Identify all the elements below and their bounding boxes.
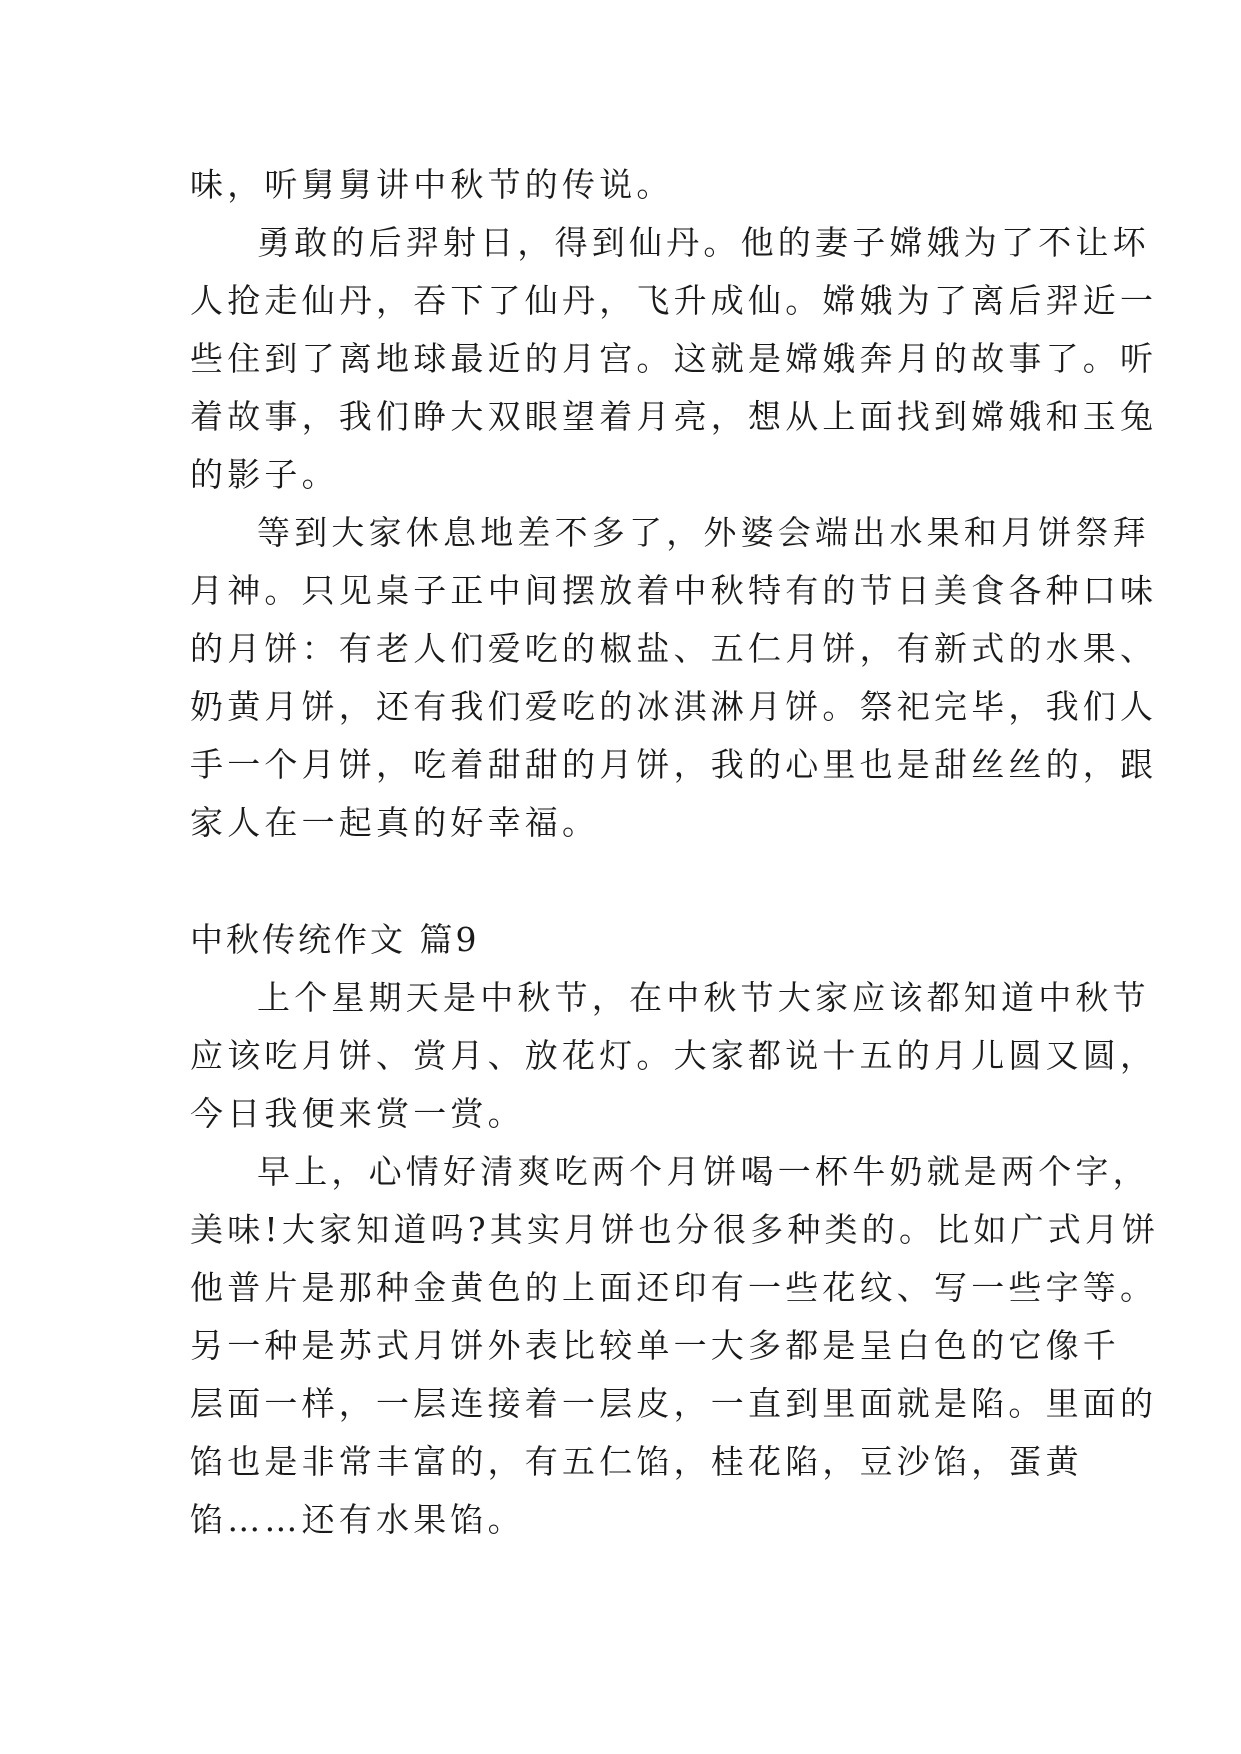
text-line: 味，听舅舅讲中秋节的传说。: [190, 165, 674, 204]
text-line: 上个星期天是中秋节，在中秋节大家应该都知道中秋节: [257, 978, 1150, 1017]
text-line: 美味!大家知道吗?其实月饼也分很多种类的。比如广式月饼: [190, 1210, 1160, 1249]
text-line: 另一种是苏式月饼外表比较单一大多都是呈白色的它像千: [190, 1326, 1120, 1365]
text-line: 手一个月饼，吃着甜甜的月饼，我的心里也是甜丝丝的，跟: [190, 745, 1158, 784]
text-line: 的月饼：有老人们爱吃的椒盐、五仁月饼，有新式的水果、: [190, 629, 1158, 668]
text-line: 馅……还有水果馅。: [190, 1500, 525, 1539]
text-line: 奶黄月饼，还有我们爱吃的冰淇淋月饼。祭祀完毕，我们人: [190, 687, 1158, 726]
text-line: 人抢走仙丹，吞下了仙丹，飞升成仙。嫦娥为了离后羿近一: [190, 281, 1158, 320]
text-line: 层面一样，一层连接着一层皮，一直到里面就是陷。里面的: [190, 1384, 1158, 1423]
text-line: 他普片是那种金黄色的上面还印有一些花纹、写一些字等。: [190, 1268, 1158, 1307]
text-line: 的影子。: [190, 455, 339, 494]
text-line: 月神。只见桌子正中间摆放着中秋特有的节日美食各种口味: [190, 571, 1158, 610]
section-heading: 中秋传统作文 篇9: [190, 920, 480, 959]
text-line: 着故事，我们睁大双眼望着月亮，想从上面找到嫦娥和玉兔: [190, 397, 1158, 436]
text-line: 今日我便来赏一赏。: [190, 1094, 525, 1133]
text-line: 家人在一起真的好幸福。: [190, 803, 600, 842]
text-line: 些住到了离地球最近的月宫。这就是嫦娥奔月的故事了。听: [190, 339, 1158, 378]
text-line: 等到大家休息地差不多了，外婆会端出水果和月饼祭拜: [257, 513, 1150, 552]
text-line: 应该吃月饼、赏月、放花灯。大家都说十五的月儿圆又圆，: [190, 1036, 1158, 1075]
text-line: 勇敢的后羿射日，得到仙丹。他的妻子嫦娥为了不让坏: [257, 223, 1150, 262]
text-line: 馅也是非常丰富的，有五仁馅，桂花陷，豆沙馅，蛋黄: [190, 1442, 1083, 1481]
text-line: 早上，心情好清爽吃两个月饼喝一杯牛奶就是两个字，: [257, 1152, 1150, 1191]
